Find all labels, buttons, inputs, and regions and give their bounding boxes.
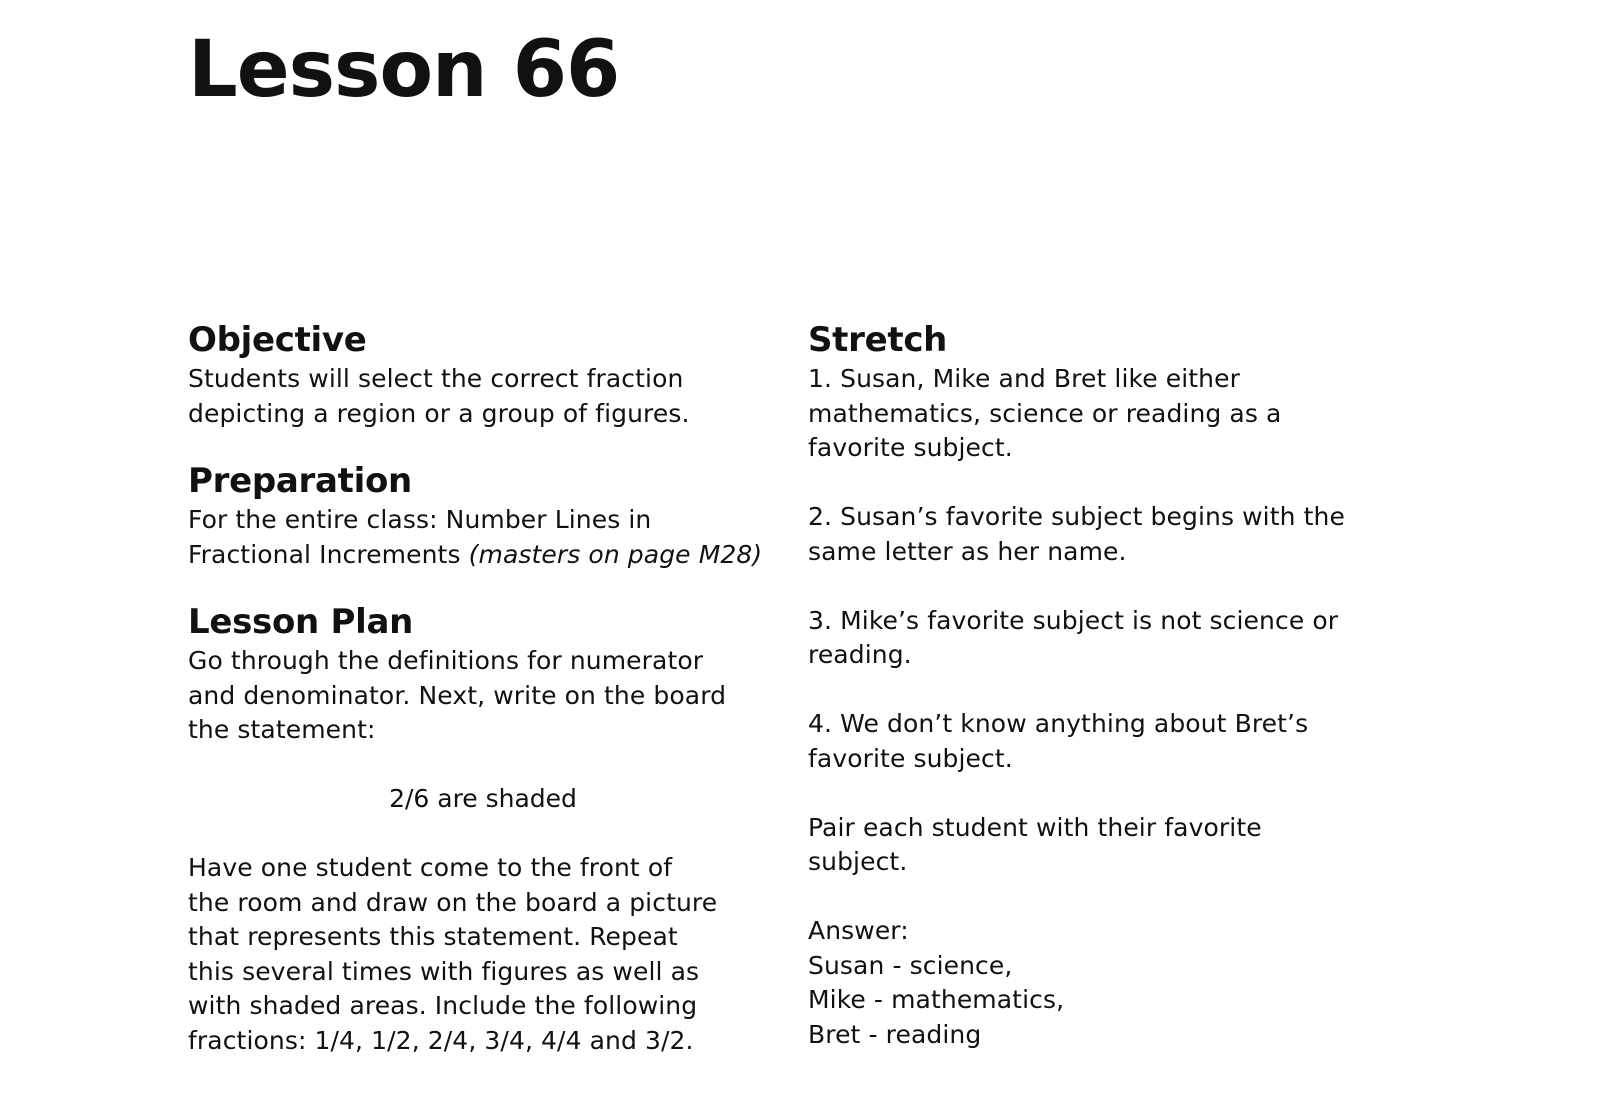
stretch-heading: Stretch [808, 320, 948, 360]
stretch-clue-4: 4. We don’t know anything about Bret’s favorite subject. [808, 709, 1309, 773]
lesson-plan-statement: 2/6 are shaded [389, 784, 577, 813]
preparation-text [188, 503, 798, 572]
lesson-plan-heading: Lesson Plan [188, 602, 414, 642]
preparation-masters-note: (masters on page M28) [468, 539, 763, 569]
answer-bret: Bret - reading [808, 1019, 982, 1049]
stretch-clue-1: 1. Susan, Mike and Bret like either mathematics, science or reading as a favorite subject. [808, 364, 1282, 462]
preparation-heading: Preparation [188, 461, 412, 501]
preparation-line1: For the entire class: Number Lines in [188, 505, 652, 534]
stretch-clue-3: 3. Mike’s favorite subject is not science or reading. [808, 605, 1339, 669]
preparation-section [188, 459, 798, 572]
preparation-line2: Fractional Increments [188, 539, 469, 569]
right-column [808, 318, 1408, 1052]
objective-text: Students will select the correct fraction depicting a region or a group of figures. [188, 364, 690, 428]
lesson-plan-body: Have one student come to the front of the room and draw on the board a picture that represents this statement. Repeat this several times with figures as well as with shaded areas. Include the following fractions: 1/4, 1/2, 2/4, 3/4, 4/4 and 3/2. [188, 853, 718, 1055]
stretch-section [808, 318, 1408, 1052]
answer-mike: Mike - mathematics, [808, 985, 1065, 1014]
left-column [188, 318, 798, 1058]
stretch-prompt: Pair each student with their favorite subject. [808, 812, 1262, 876]
page-title: Lesson 66 [188, 25, 620, 115]
lesson-plan-intro: Go through the definitions for numerator and denominator. Next, write on the board the statement: [188, 646, 727, 744]
stretch-clue-2: 2. Susan’s favorite subject begins with the same letter as her name. [808, 502, 1345, 566]
lesson-plan-section [188, 600, 798, 1058]
answer-label: Answer: [808, 916, 909, 945]
objective-heading: Objective [188, 320, 367, 360]
answer-susan: Susan - science, [808, 950, 1013, 980]
objective-section [188, 318, 798, 431]
